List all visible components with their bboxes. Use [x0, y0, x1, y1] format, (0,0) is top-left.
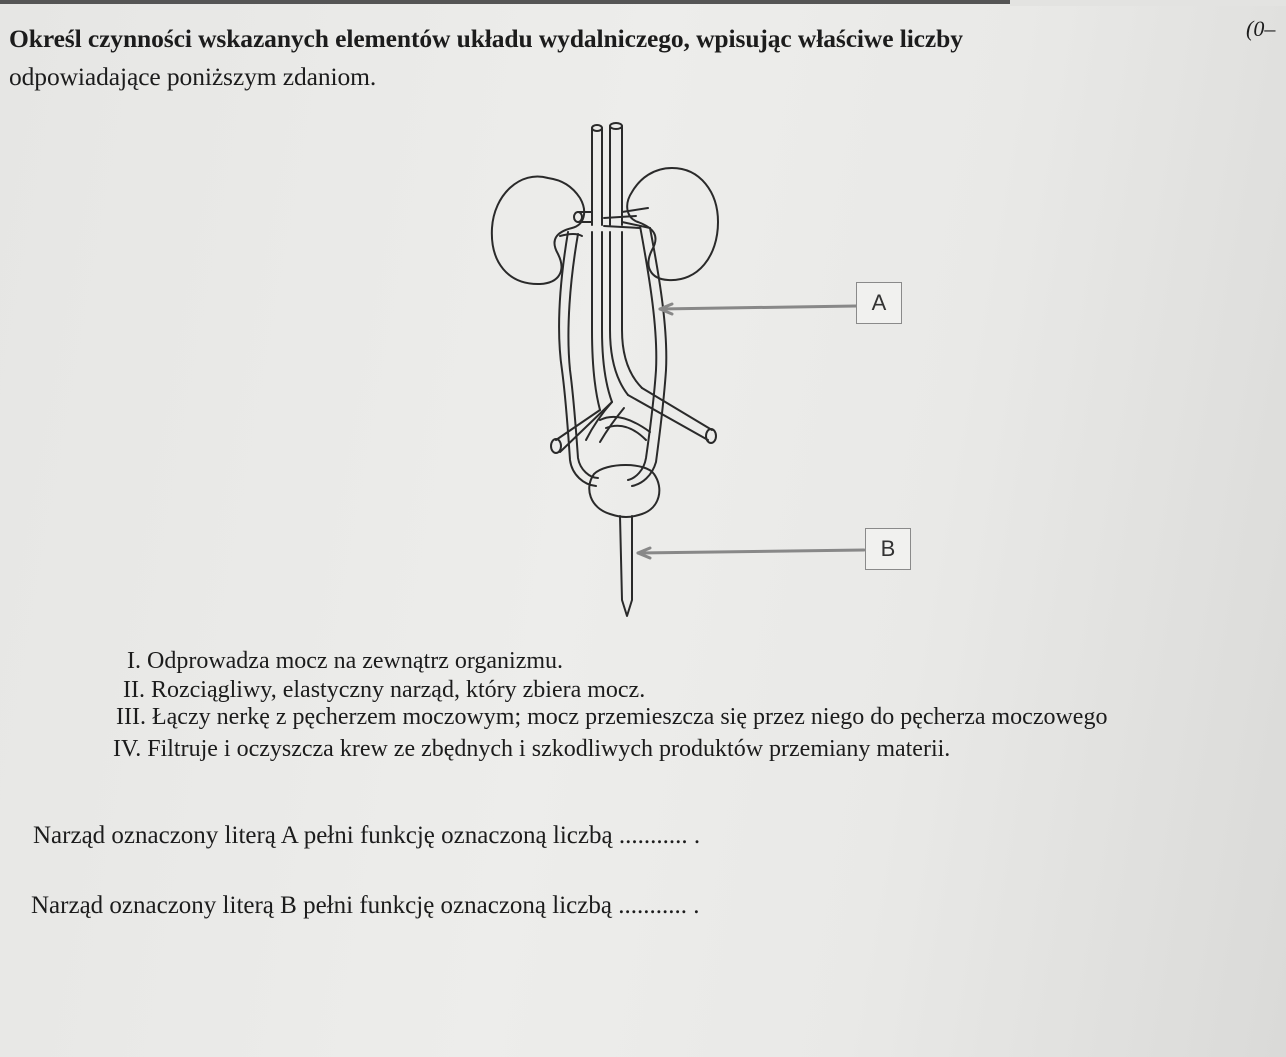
pointer-line-a	[660, 306, 856, 309]
urinary-bladder	[589, 465, 659, 517]
label-a: A	[871, 290, 887, 315]
statement-text: Filtruje i oczyszcza krew ze zbędnych i szkodliwych produktów przemiany materii.	[147, 736, 951, 762]
label-b: B	[880, 536, 896, 561]
statement-text: Odprowadza mocz na zewnątrz organizmu.	[147, 648, 564, 674]
urethra	[620, 516, 632, 616]
instruction-line-1: Określ czynności wskazanych elementów układu wydalniczego, wpisując właściwe liczby	[9, 24, 963, 53]
instruction-line-2: odpowiadające poniższym zdaniom.	[9, 62, 377, 91]
statement-numeral: III.	[116, 704, 146, 730]
right-kidney	[627, 168, 718, 280]
label-a-box	[856, 282, 902, 324]
right-ureter	[628, 226, 656, 480]
statement-numeral: IV.	[113, 736, 142, 762]
pointer-line-b	[638, 550, 864, 553]
label-b-box	[865, 528, 911, 570]
statement-text: Łączy nerkę z pęcherzem moczowym; mocz przemieszcza się przez niego do pęcherza moczowego	[151, 704, 1108, 730]
statement-4	[113, 736, 950, 763]
statement-1	[127, 648, 563, 675]
statement-3	[116, 704, 1107, 731]
answer-line-b[interactable]: Narząd oznaczony literą B pełni funkcję oznaczoną liczbą ........... .	[31, 892, 700, 919]
statement-numeral: II.	[123, 677, 145, 703]
left-kidney	[492, 176, 584, 284]
statement-text: Rozciągliwy, elastyczny narząd, który zbiera mocz.	[150, 677, 646, 703]
statement-2	[123, 677, 645, 704]
points-indicator: (0–	[1246, 16, 1276, 41]
answer-line-a[interactable]: Narząd oznaczony literą A pełni funkcję oznaczoną liczbą ........... .	[33, 822, 701, 849]
statement-numeral: I.	[127, 648, 141, 674]
